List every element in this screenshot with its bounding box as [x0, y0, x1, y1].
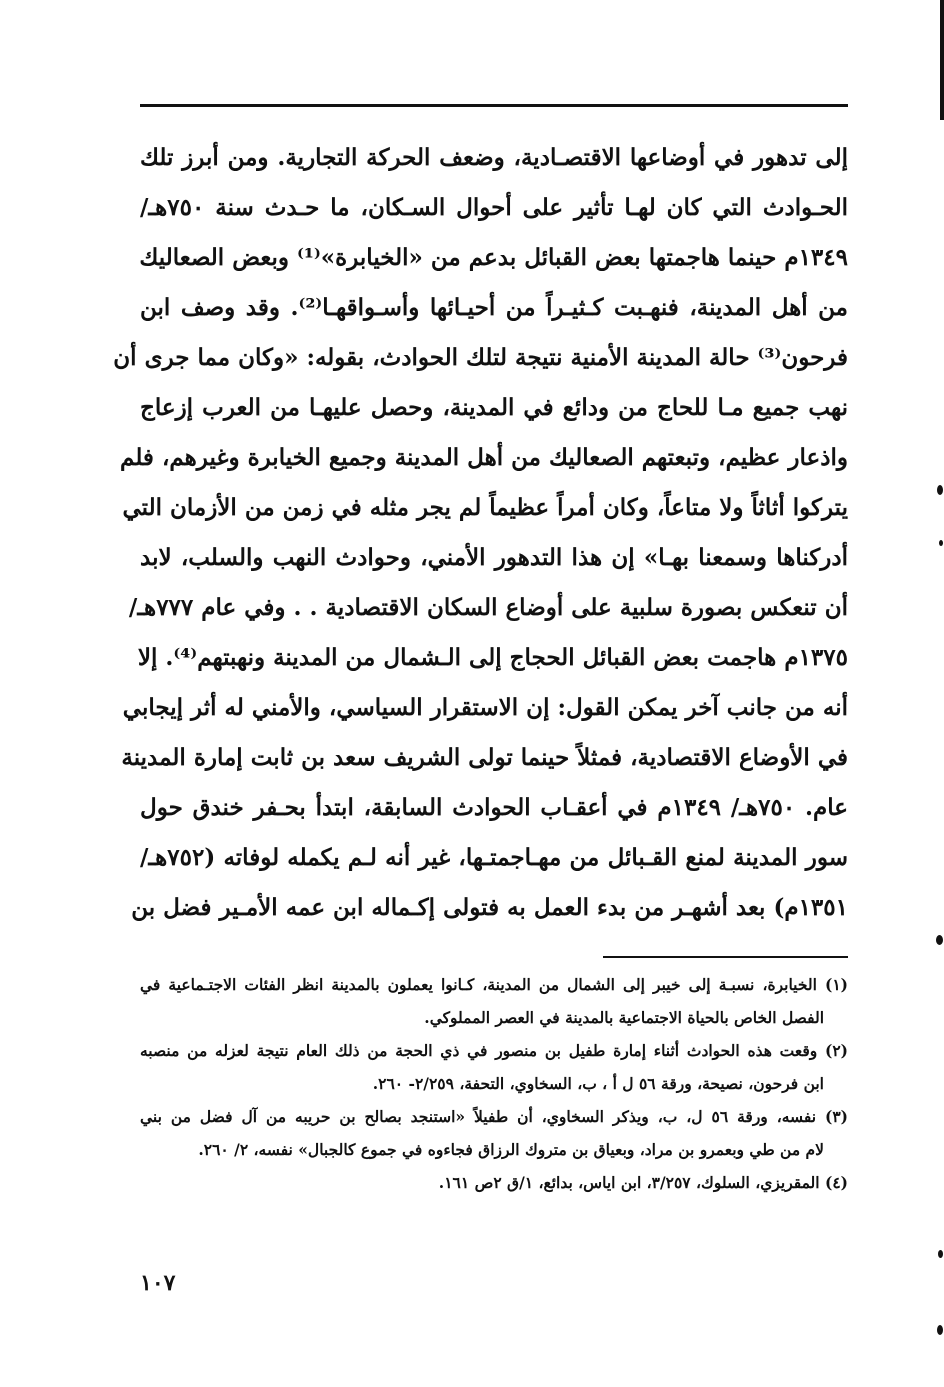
- footnotes: [140, 968, 848, 1199]
- footnote-3-continuation: لام من طي وبعمرو بن مراد، وبعياق بن متروك الرزاق فجاءوه في جموع كالجبال» نفسه، ٢/ ٢٦٠.: [198, 1140, 824, 1159]
- page-number: ١٠٧: [140, 1270, 176, 1296]
- scan-edge-mark: [940, 0, 944, 120]
- footnote-separator: [603, 956, 848, 958]
- text-line: يتركوا أثاثاً ولا متاعاً، وكان أمراً عظيماً لم يجر مثله في زمن من الأزمان التي: [122, 494, 848, 521]
- scan-speck: [936, 935, 943, 945]
- header-rule: [140, 104, 848, 107]
- text-line: إلى تدهور في أوضاعها الاقتصـادية، وضعف الحركة التجارية. ومن أبرز تلك: [140, 144, 848, 171]
- text-line: ١٣٤٩م حينما هاجمتها بعض القبائل بدعم من «الخيابرة»⁽¹⁾ وبعض الصعاليك: [139, 244, 848, 271]
- text-line: الحـوادث التي كان لهـا تأثير على أحوال السـكان، ما حـدث سنة ٧٥٠هـ/: [140, 194, 848, 221]
- text-line: في الأوضاع الاقتصادية، فمثلاً حينما تولى الشريف سعد بن ثابت إمارة المدينة: [121, 744, 848, 771]
- footnote-1: (١) الخيابرة، نسبـة إلى خيبر إلى الشمال من المدينة، كـانوا يعملون بالمدينة انظر الفئات الاجتـماعية في: [140, 975, 848, 994]
- text-line: نهب جميع مـا للحاج من ودائع في المدينة، وحصل عليهـا من العرب إزعاج: [140, 394, 848, 421]
- footnote-3: (٣) نفسه، ورقة ٥٦ ل، ب، ويذكر السخاوي، أن طفيلاً «استنجد بصالح بن حريبه من آل فضل من بني: [140, 1107, 848, 1126]
- text-line: أنه من جانب آخر يمكن القول: إن الاستقرار السياسي، والأمني له أثر إيجابي: [122, 694, 848, 721]
- main-text: [113, 133, 848, 933]
- scan-speck: [937, 1325, 943, 1335]
- text-line: عام. ٧٥٠هـ/ ١٣٤٩م في أعقـاب الحوادث السابقة، ابتدأ بحـفر خندق حول: [140, 794, 848, 821]
- scan-speck: [938, 1250, 943, 1258]
- footnote-1-continuation: الفصل الخاص بالحياة الاجتماعية بالمدينة في العصر المملوكي.: [424, 1008, 824, 1027]
- footnote-2-continuation: ابن فرحون، نصيحة، ورقة ٥٦ ل أ ، ب، السخاوي، التحفة، ٢/٢٥٩- ٢٦٠.: [372, 1074, 824, 1093]
- text-line: أن تنعكس بصورة سلبية على أوضاع السكان الاقتصادية . . وفي عام ٧٧٧هـ/: [128, 594, 848, 621]
- text-line: ١٣٥١م) بعد أشهـر من بدء العمل به فتولى إكـماله ابن عمه الأمـير فضل بن: [131, 894, 848, 921]
- text-line: من أهل المدينة، فنهـبت كـثيـراً من أحيـائها وأسـواقهـا⁽²⁾. وقد وصف ابن: [140, 294, 848, 321]
- text-line: أدركناها وسمعنا بهـا» إن هذا التدهور الأمني، وحوادث النهب والسلب، لابد: [140, 544, 848, 571]
- text-line: ١٣٧٥م هاجمت بعض القبائل الحجاج إلى الـشمال من المدينة ونهبتهم⁽⁴⁾. إلا: [137, 644, 848, 671]
- footnote-2: (٢) وقعت هذه الحوادث أثناء إمارة طفيل بن منصور في ذي الحجة من ذلك العام نتيجة لعزله من منصبه: [140, 1041, 848, 1060]
- footnote-4: (٤) المقريزي، السلوك، ٣/٢٥٧، ابن اياس، بدائع، ١/ق ٢ص ١٦١.: [438, 1173, 848, 1192]
- text-line: واذعار عظيم، وتبعتهم الصعاليك من أهل المدينة وجميع الخيابرة وغيرهم، فلم: [120, 444, 848, 471]
- scan-speck: [939, 540, 943, 546]
- scan-speck: [937, 485, 943, 495]
- text-line: فرحون⁽³⁾ حالة المدينة الأمنية نتيجة لتلك الحوادث، بقوله: «وكان مما جرى أن: [113, 344, 848, 371]
- text-line: سور المدينة لمنع القـبائل من مهـاجمتـها، غير أنه لـم يكمله لوفاته (٧٥٢هـ/: [140, 844, 848, 871]
